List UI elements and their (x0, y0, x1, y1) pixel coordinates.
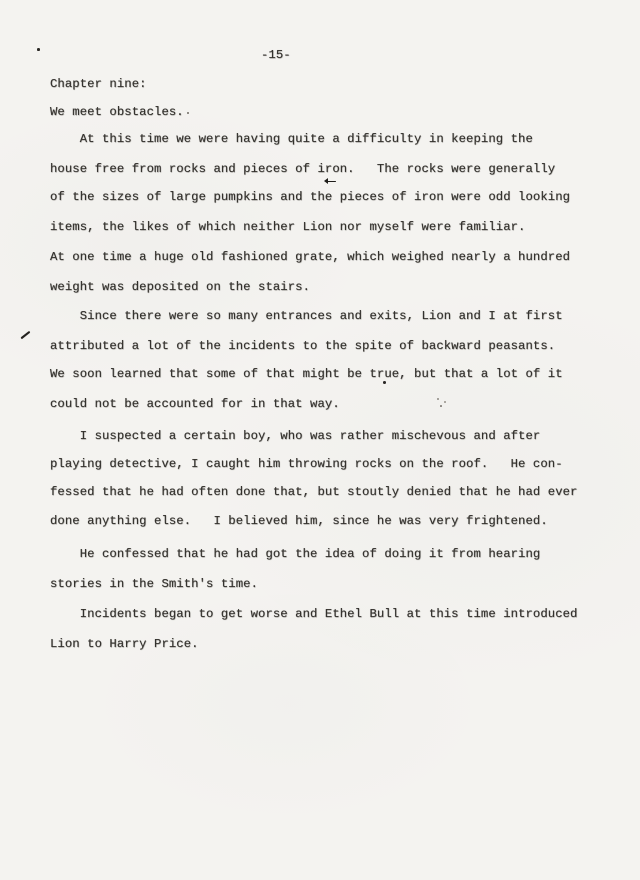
text-line: fessed that he had often done that, but stoutly denied that he had ever (50, 485, 578, 499)
text-line: stories in the Smith's time. (50, 577, 259, 591)
text-line: He confessed that he had got the idea of doing it from hearing (50, 547, 541, 561)
ink-speck (437, 398, 439, 400)
ink-speck (187, 112, 189, 114)
text-line: I suspected a certain boy, who was rather mischevous and after (50, 429, 541, 443)
text-line: Lion to Harry Price. (50, 637, 199, 651)
text-line: At one time a huge old fashioned grate, which weighed nearly a hundred (50, 250, 571, 264)
text-line: items, the likes of which neither Lion nor myself were familiar. (50, 220, 526, 234)
ink-speck (440, 405, 442, 407)
chapter-subheading: We meet obstacles. (50, 105, 184, 119)
text-line: attributed a lot of the incidents to the spite of backward peasants. (50, 339, 556, 353)
text-line: playing detective, I caught him throwing rocks on the roof. He con- (50, 457, 563, 471)
text-line: Since there were so many entrances and exits, Lion and I at first (50, 309, 563, 323)
ink-speck (37, 48, 40, 51)
text-line: We soon learned that some of that might be true, but that a lot of it (50, 367, 563, 381)
ink-speck (444, 401, 446, 403)
text-line: At this time we were having quite a difficulty in keeping the (50, 132, 533, 146)
chapter-heading: Chapter nine: (50, 77, 147, 91)
text-line: weight was deposited on the stairs. (50, 280, 311, 294)
text-line: of the sizes of large pumpkins and the pieces of iron were odd looking (50, 190, 571, 204)
handwritten-tick-mark (20, 331, 30, 339)
ink-speck (383, 381, 386, 384)
text-line: house free from rocks and pieces of iron. The rocks were generally (50, 162, 556, 176)
page-number: -15- (261, 48, 291, 62)
text-line: done anything else. I believed him, since he was very frightened. (50, 514, 548, 528)
text-line: could not be accounted for in that way. (50, 397, 340, 411)
insertion-arrow-mark (324, 178, 337, 185)
text-line: Incidents began to get worse and Ethel Bull at this time introduced (50, 607, 578, 621)
